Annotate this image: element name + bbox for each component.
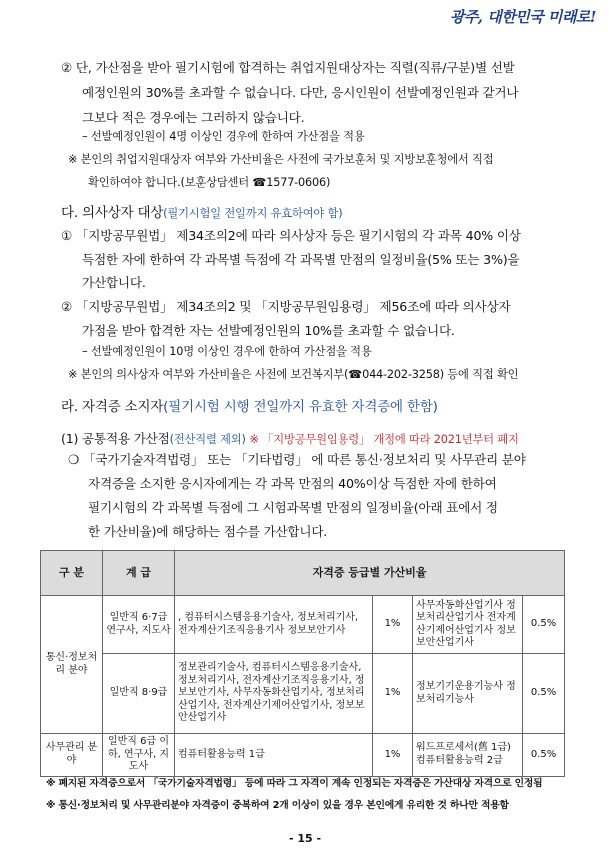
d1-line-3: 가산합니다. <box>82 275 146 290</box>
d1-line-2: 득점한 자에 한하여 각 과목별 득점에 각 과목별 만점의 일정비율(5% 또는 3%)을 <box>82 252 520 267</box>
section-d-heading <box>61 201 342 221</box>
page-number: - 15 - <box>288 832 322 845</box>
field-office-cell: 사무관리 분야 <box>41 734 103 777</box>
field-info-cell: 통신·정보처리 분야 <box>41 596 103 734</box>
table-row <box>41 596 565 654</box>
certs-cell: 사무자동화산업기사 정보처리산업기사 전자계산기제어산업기사 정보보안산업기사 <box>413 596 523 654</box>
r1-note-2: ※ 「지방공무원임용령」 개정에 따라 2021년부터 폐지 <box>249 433 519 446</box>
footnote-2: ※ 통신·정보처리 및 사무관리분야 자격증이 중복하여 2개 이상이 있을 경우 본인에게 유리한 것 하나만 적용함 <box>46 800 509 811</box>
note-1-line-2: 확인하여야 합니다.(보훈상담센터 ☎1577-0606) <box>88 176 331 189</box>
bonus-rate-table <box>40 550 565 777</box>
r1-title: (1) 공통적용 가산점 <box>61 431 170 446</box>
header-rate: 자격증 등급별 가산비율 <box>175 551 565 596</box>
rate-cell: 0.5% <box>523 596 565 654</box>
d2-dash: – 선발예정인원이 10명 이상인 경우에 한하여 가산점을 적용 <box>82 345 372 358</box>
o-line-4: 한 가산비율)에 해당하는 점수를 가산합니다. <box>88 524 328 539</box>
para-2-line-1: ② 단, 가산점을 받아 필기시험에 합격하는 취업지원대상자는 직렬(직류/구분)별 선발 <box>61 60 515 75</box>
o-line-2: 자격증을 소지한 응시자에게는 각 과목 만점의 40%이상 득점한 자에 한하여 <box>88 476 497 491</box>
section-r-heading <box>61 395 438 415</box>
table-header-row <box>41 551 565 596</box>
slogan-logo: 광주, 대한민국 미래로! <box>449 8 596 26</box>
d2-line-1: ② 「지방공무원법」 제34조의2 및 「지방공무원임용령」 제56조에 따라 의사상자 <box>61 299 511 314</box>
footnote-1: ※ 폐지된 자격증으로서 「국가기술자격법령」 등에 따라 그 자격이 계속 인정되는 자격증은 가산대상 자격으로 인정됨 <box>46 778 543 789</box>
certs-cell: 워드프로세서(舊 1급) 컴퓨터활용능력 2급 <box>413 734 523 777</box>
certs-cell: , 컴퓨터시스템응용기술사, 정보처리기사, 전자계산기조직응용기사 정보보안기사 <box>175 596 373 654</box>
rate-cell: 0.5% <box>523 654 565 734</box>
r1-note-1: (전산직렬 제외) <box>169 433 246 446</box>
certs-cell: 컴퓨터활용능력 1급 <box>175 734 373 777</box>
section-r-note: (필기시험 시행 전일까지 유효한 자격증에 한함) <box>163 399 438 415</box>
header-grade: 계 급 <box>103 551 175 596</box>
note-2: ※ 본인의 의사상자 여부와 가산비율은 사전에 보건복지부(☎044-202-3258) 등에 직접 확인 <box>68 368 519 381</box>
grade-cell: 일반직 8·9급 <box>103 654 175 734</box>
rate-cell: 1% <box>373 734 413 777</box>
para-2-line-2: 예정인원의 30%를 초과할 수 없습니다. 다만, 응시인원이 선발예정인원과 같거나 <box>82 85 519 100</box>
table-row <box>41 654 565 734</box>
o-line-1: ❍ 「국가기술자격법령」 또는 「기타법령」 에 따른 통신·정보처리 및 사무관리 분야 <box>68 452 526 467</box>
section-d-title: 다. 의사상자 대상 <box>61 205 164 221</box>
d2-line-2: 가점을 받아 합격한 자는 선발예정인원의 10%를 초과할 수 없습니다. <box>82 323 455 338</box>
para-2-dash: – 선발예정인원이 4명 이상인 경우에 한하여 가산점을 적용 <box>82 130 365 143</box>
certs-cell: 정보기기운용기능사 정보처리기능사 <box>413 654 523 734</box>
header-category: 구 분 <box>41 551 103 596</box>
para-2-line-3: 그보다 적은 경우에는 그러하지 않습니다. <box>82 110 305 125</box>
rate-cell: 1% <box>373 596 413 654</box>
certs-cell: 정보관리기술사, 컴퓨터시스템응용기술사, 정보처리기사, 전자계산기조직응용기사, 정보보안기사, 사무자동화산업기사, 정보처리산업기사, 전자계산기제어산업기사, 정보보안산업기사 <box>175 654 373 734</box>
section-r-title: 라. 자격증 소지자 <box>61 399 164 415</box>
d1-line-1: ① 「지방공무원법」 제34조의2에 따라 의사상자 등은 필기시험의 각 과목 40% 이상 <box>61 228 521 243</box>
o-line-3: 필기시험의 각 과목별 득점에 그 시험과목별 만점의 일정비율(아래 표에서 정 <box>88 500 498 515</box>
table-row <box>41 734 565 777</box>
r1-heading <box>61 428 519 447</box>
rate-cell: 1% <box>373 654 413 734</box>
rate-cell: 0.5% <box>523 734 565 777</box>
section-d-note: (필기시험일 전일까지 유효하여야 함) <box>163 207 343 220</box>
grade-cell: 일반직 6급 이하, 연구사, 지도사 <box>103 734 175 777</box>
note-1-line-1: ※ 본인의 취업지원대상자 여부와 가산비율은 사전에 국가보훈처 및 지방보훈청에서 직접 <box>68 153 494 166</box>
grade-cell: 일반직 6·7급 연구사, 지도사 <box>103 596 175 654</box>
